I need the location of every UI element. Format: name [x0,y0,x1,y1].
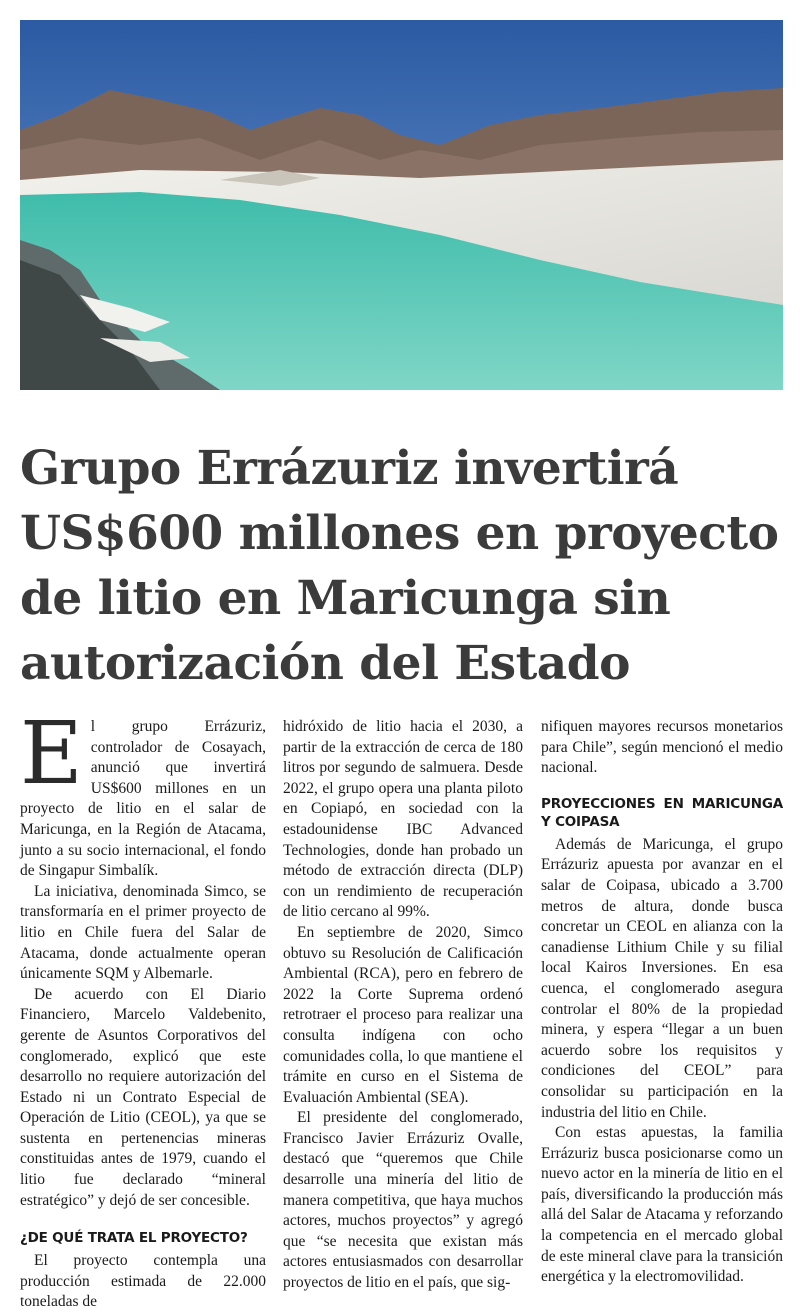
paragraph: En septiembre de 2020, Simco obtuvo su Resolución de Calificación Ambiental (RCA), pero en febrero de 2022 la Corte Suprema ordenó retrotraer el proceso para realizar una consulta indígena con ocho comunidades colla, lo que mantiene el trámite en curso en el Sistema de Evaluación Ambiental (SEA). [283,923,523,1106]
paragraph: Además de Maricunga, el grupo Errázuriz apuesta por avanzar en el salar de Coipasa, ubicado a 3.700 metros de altura, donde busca concretar un CEOL en alianza con la canadiense Lithium Chile y su filial local Kairos Inversiones. En esa cuenca, el conglomerado asegura controlar el 80% de la propiedad minera, y espera “llegar a un buen acuerdo sobre los requisitos y condiciones del CEOL” para consolidar su participación en la industria del litio en Chile. [541,835,783,1121]
section-subhead: ¿DE QUÉ TRATA EL PROYECTO? [20,1230,248,1247]
paragraph: Con estas apuestas, la familia Errázuriz busca posicionarse como un nuevo actor en la minería de litio en el país, diversificando la producción más allá del Salar de Atacama y reforzando la competencia en el mercado global de este mineral clave para la transición energética y la electromovilidad. [541,1124,783,1286]
paragraph: l grupo Errázuriz, controlador de Cosayach, anunció que invertirá US$600 millones en un proyecto de litio en el salar de Maricunga, en la Región de Atacama, junto a su socio internacional, el fondo de Singapur Simbalík. [20,718,266,880]
paragraph: nifiquen mayores recursos monetarios para Chile”, según mencionó el medio nacional. [541,718,783,777]
paragraph: De acuerdo con El Diario Financiero, Marcelo Valdebenito, gerente de Asuntos Corporativos del conglomerado, explicó que este desarrollo no requiere autorización del Estado ni un Contrato Especial de Operación de Litio (CEOL), ya que se sustenta en pertenencias mineras constituidas antes de 1979, cuando el litio fue declarado “mineral estratégico” y dejó de ser concesible. [20,985,266,1209]
article-column-3 [541,717,783,1288]
drop-cap: E [20,704,83,804]
paragraph: hidróxido de litio hacia el 2030, a partir de la extracción de cerca de 180 litros por segundo de salmuera. Desde 2022, el grupo opera una planta piloto en Copiapó, en sociedad con la estadounidense IBC Advanced Technologies, donde han probado un método de extracción directa (DLP) con un rendimiento de recuperación de litio cercano al 99%. [283,718,523,921]
paragraph: El proyecto contempla una producción estimada de 22.000 toneladas de [20,1252,266,1311]
paragraph: La iniciativa, denominada Simco, se transformaría en el primer proyecto de litio en Chile fuera del Salar de Atacama, donde actualmente operan únicamente SQM y Albemarle. [20,882,266,983]
landscape-illustration [20,20,783,390]
article-headline: Grupo Errázuriz invertirá US$600 millones en proyecto de litio en Maricunga sin autorización del Estado [20,441,779,691]
paragraph: El presidente del conglomerado, Francisco Javier Errázuriz Ovalle, destacó que “queremos que Chile desarrolle una minería del litio de manera competitiva, que haya muchos actores, muchos proyectos” y agregó que “se necesita que existan más actores entusiasmados con desarrollar proyectos de litio en el país, que sig- [283,1109,523,1292]
section-subhead: PROYECCIONES EN MARICUNGA Y COIPASA [541,795,783,830]
salt-flat-lagoon-photo [20,20,783,390]
article-column-2 [283,717,523,1294]
article-column-1 [20,704,266,1313]
